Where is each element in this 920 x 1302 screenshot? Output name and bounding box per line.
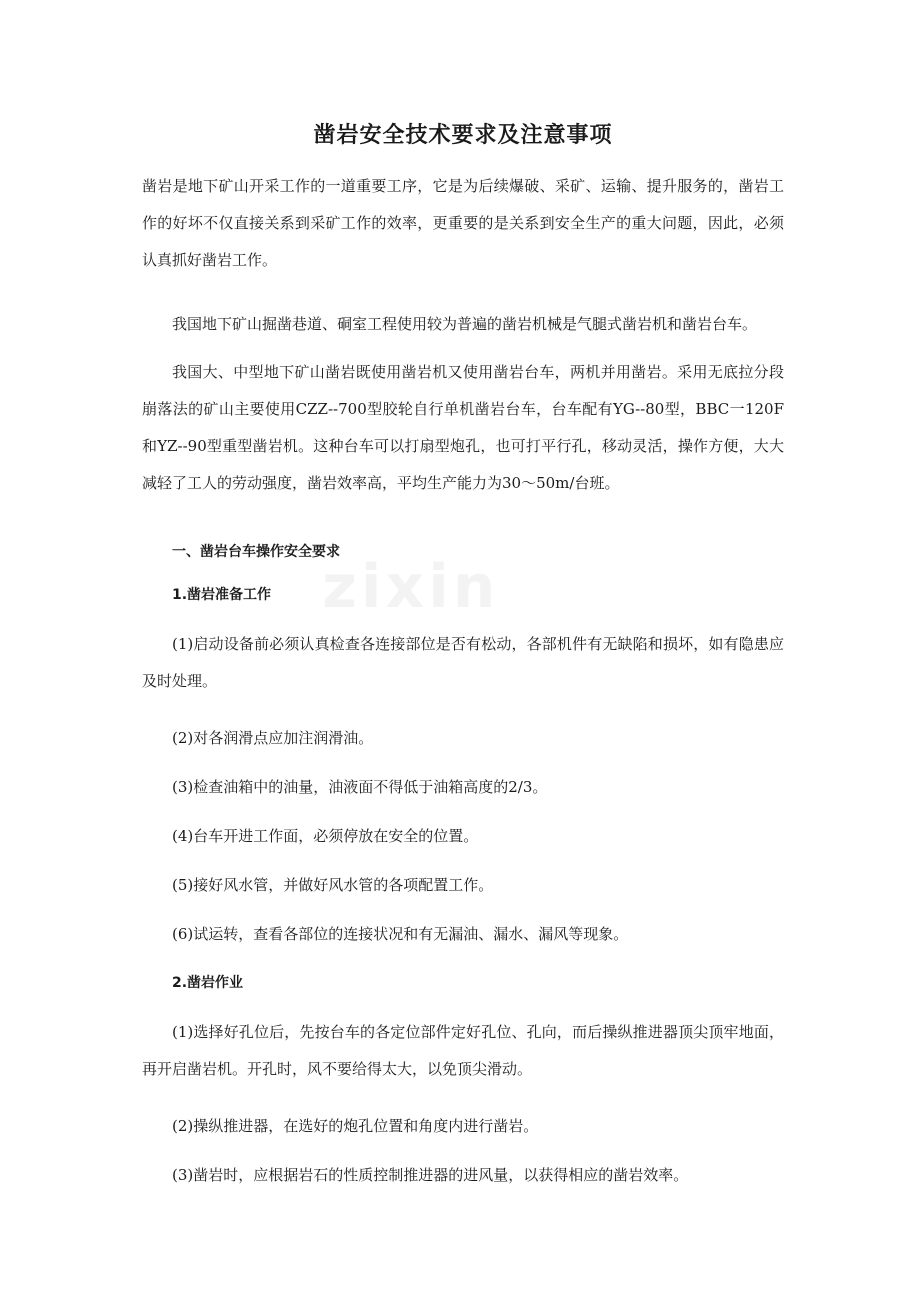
list-item: (1)选择好孔位后，先按台车的各定位部件定好孔位、孔向，而后操纵推进器顶尖顶牢地面，再开启凿岩机。开孔时，风不要给得太大，以免顶尖滑动。 <box>142 1023 784 1078</box>
document-title: 凿岩安全技术要求及注意事项 <box>313 123 613 148</box>
intro-paragraph: 凿岩是地下矿山开采工作的一道重要工序，它是为后续爆破、采矿、运输、提升服务的，凿岩工作的好坏不仅直接关系到采矿工作的效率，更重要的是关系到安全生产的重大问题，因此，必须认真抓好凿岩工作。 <box>142 177 784 269</box>
subsection-heading-drilling: 2.凿岩作业 <box>172 975 244 991</box>
list-item: (2)对各润滑点应加注润滑油。 <box>172 729 374 747</box>
section-heading-1: 一、凿岩台车操作安全要求 <box>172 544 340 560</box>
document-page <box>142 0 784 1302</box>
list-item: (4)台车开进工作面，必须停放在安全的位置。 <box>172 827 479 845</box>
list-item: (3)检查油箱中的油量，油液面不得低于油箱高度的2/3。 <box>172 778 548 796</box>
subsection-heading-preparation: 1.凿岩准备工作 <box>172 587 272 603</box>
list-item: (2)操纵推进器，在选好的炮孔位置和角度内进行凿岩。 <box>172 1117 539 1135</box>
list-item: (5)接好风水管，并做好风水管的各项配置工作。 <box>172 876 494 894</box>
list-item: (1)启动设备前必须认真检查各连接部位是否有松动，各部机件有无缺陷和损坏，如有隐患应及时处理。 <box>142 635 784 690</box>
list-item: (6)试运转，查看各部位的连接状况和有无漏油、漏水、漏风等现象。 <box>172 925 629 943</box>
list-item: (3)凿岩时，应根据岩石的性质控制推进器的进风量，以获得相应的凿岩效率。 <box>172 1166 689 1184</box>
paragraph-drilling-machinery: 我国地下矿山掘凿巷道、硐室工程使用较为普遍的凿岩机械是气腿式凿岩机和凿岩台车。 <box>172 315 758 333</box>
paragraph-large-mines: 我国大、中型地下矿山凿岩既使用凿岩机又使用凿岩台车，两机并用凿岩。采用无底拉分段崩落法的矿山主要使用CZZ--700型胶轮自行单机凿岩台车，台车配有YG--80型，BBC一120F和YZ--90型重型凿岩机。这种台车可以打扇型炮孔，也可打平行孔，移动灵活，操作方便，大大减轻了工人的劳动强度，凿岩效率高，平均生产能力为30～50m/台班。 <box>142 363 784 492</box>
